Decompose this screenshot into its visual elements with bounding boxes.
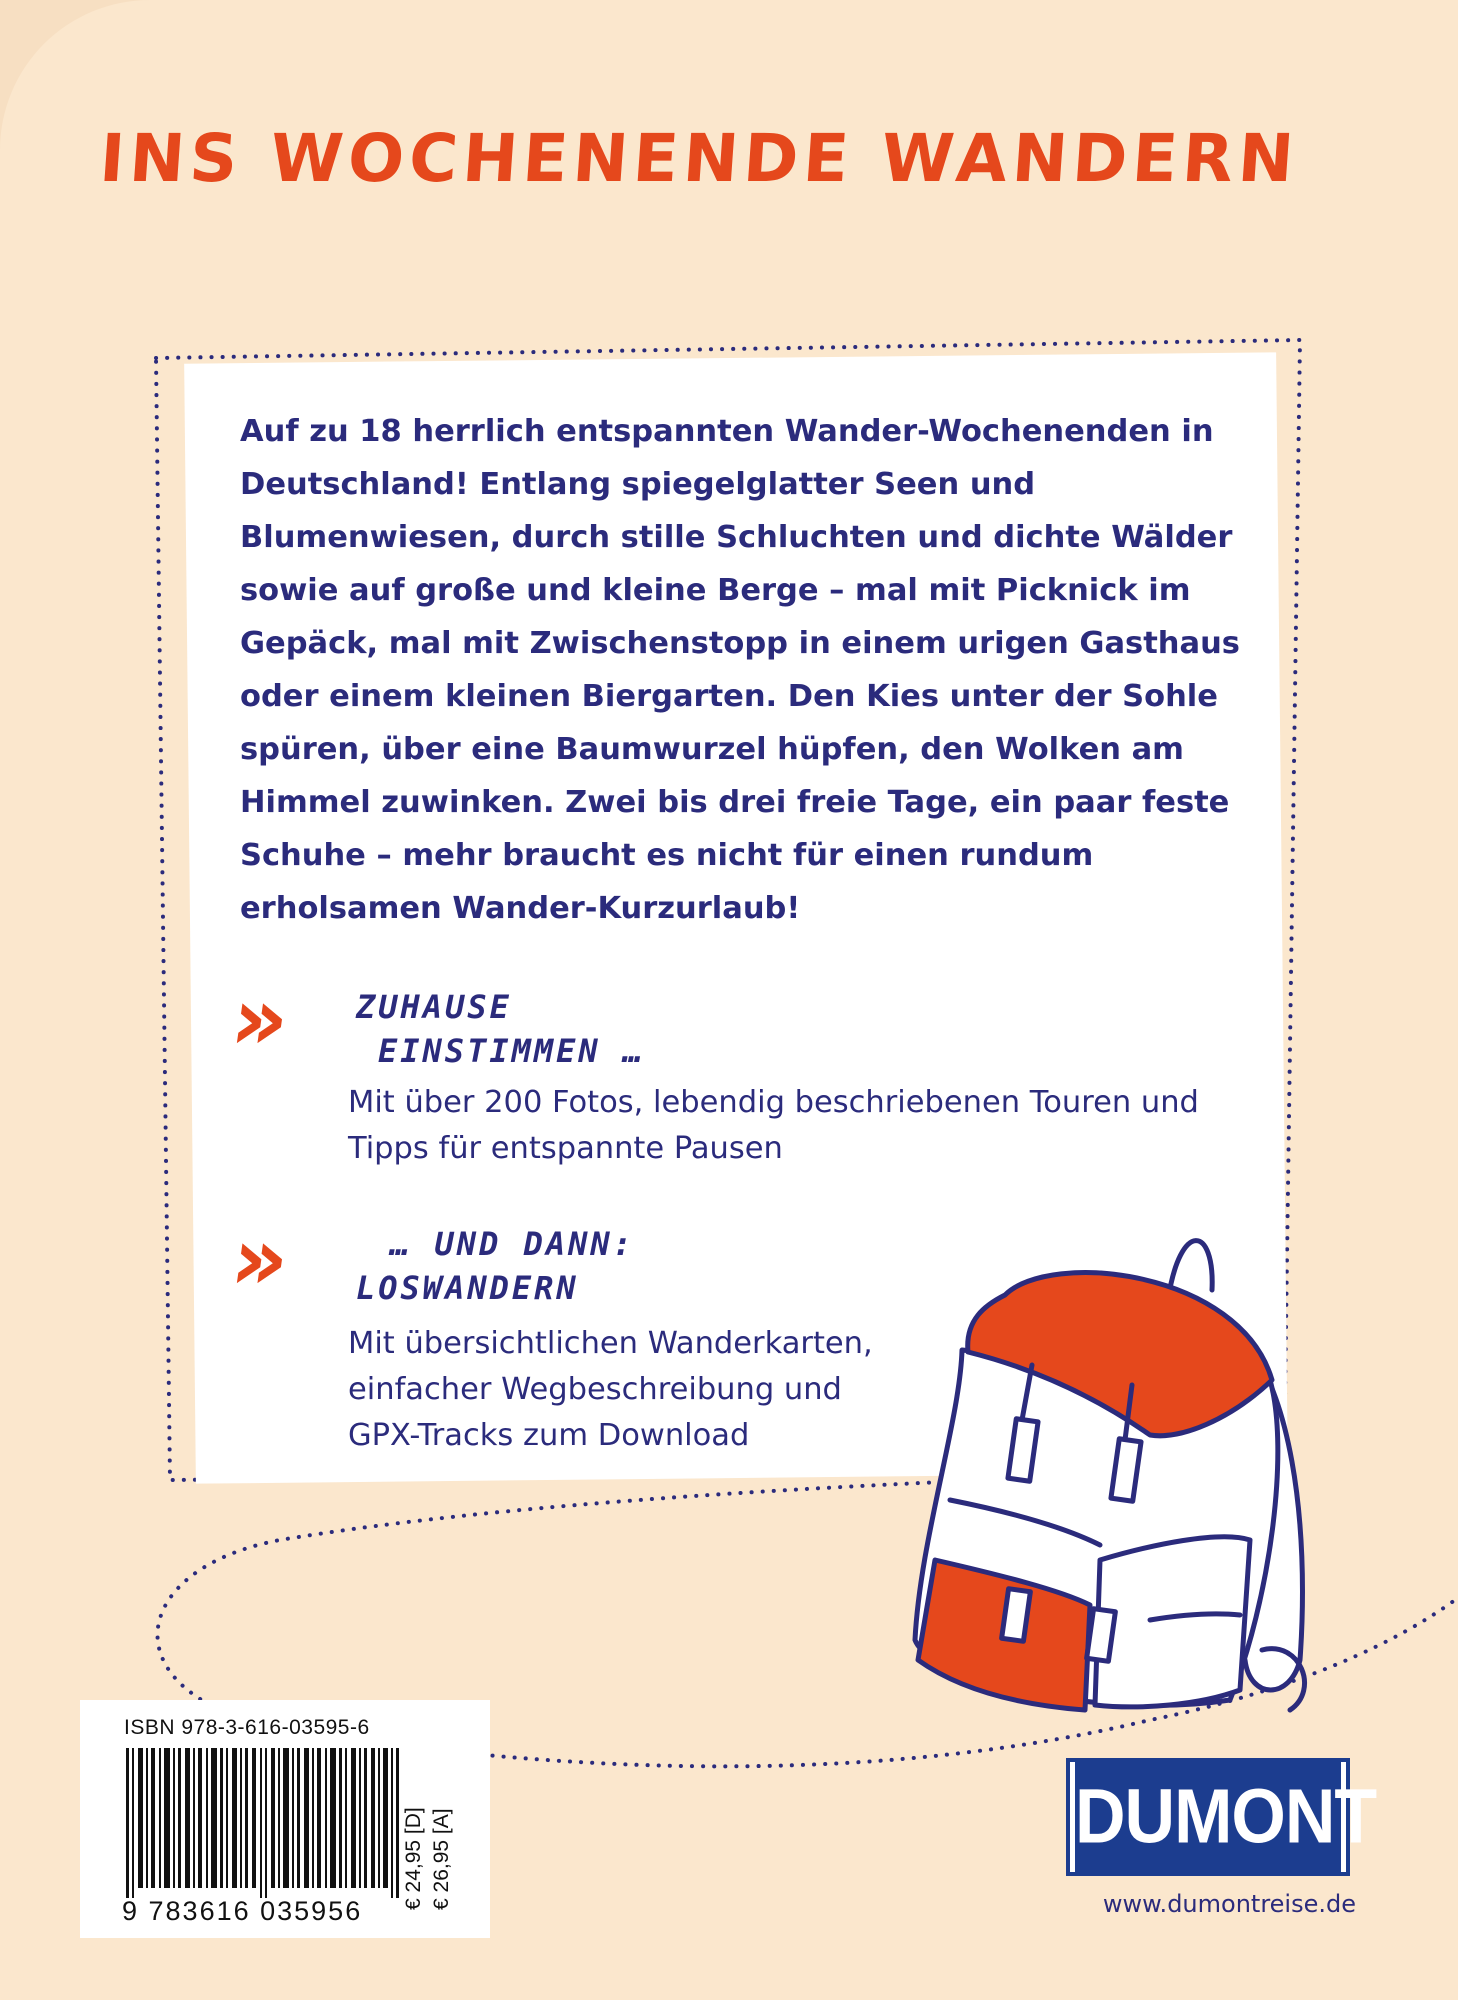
book-title: INS WOCHENENDE WANDERN — [97, 120, 1302, 197]
publisher-logo-text: DUMONT — [1075, 1762, 1341, 1872]
publisher-logo — [1066, 1758, 1377, 1876]
barcode-number: 9 783616 035956 — [122, 1896, 363, 1926]
isbn-number: ISBN 978-3-616-03595-6 — [124, 1716, 370, 1739]
backpack-buckle — [1008, 1419, 1038, 1481]
intro-text: Auf zu 18 herrlich entspannten Wander-Wochenenden in Deutschland! Entlang spiegelglatter Seen und Blumenwiesen, durch stille Schluchten und dichte Wälder sowie auf große und kleine Berge – mal mit Picknick im Gepäck, mal mit Zwischenstopp in einem urigen Gasthaus oder einem kleinen Biergarten. Den Kies unter der Sohle spüren, über eine Baumwurzel hüpfen, den Wolken am Himmel zuwinken. Zwei bis drei freie Tage, ein paar feste Schuhe – mehr braucht es nicht für einen rundum erholsamen Wander-Kurzurlaub! — [240, 414, 1240, 926]
chevron-icon: » — [224, 967, 287, 1070]
backpack-buckle — [1111, 1439, 1141, 1501]
isbn-barcode-box — [80, 1700, 490, 1938]
feature-text-hiking: Mit übersichtlichen Wanderkarten, einfacher Wegbeschreibung und GPX-Tracks zum Download — [348, 1326, 873, 1453]
price-austria: € 26,95 [A] — [430, 1808, 453, 1910]
feature-heading-line: ZUHAUSE — [356, 988, 512, 1026]
backpack-buckle — [1002, 1589, 1031, 1642]
feature-heading-line: LOSWANDERN — [356, 1269, 579, 1307]
backpack-side-pocket — [1095, 1537, 1250, 1707]
feature-heading-line: … UND DANN: — [390, 1225, 635, 1263]
feature-text-home: Mit über 200 Fotos, lebendig beschriebenen Touren und Tipps für entspannte Pausen — [348, 1085, 1199, 1166]
feature-heading-line: EINSTIMMEN … — [378, 1032, 646, 1070]
chevron-icon: » — [224, 1207, 287, 1310]
backpack-buckle — [1087, 1609, 1116, 1662]
barcode-icon — [126, 1748, 416, 1898]
publisher-website[interactable]: www.dumontreise.de — [1102, 1890, 1356, 1918]
price-germany: € 24,95 [D] — [402, 1807, 425, 1910]
